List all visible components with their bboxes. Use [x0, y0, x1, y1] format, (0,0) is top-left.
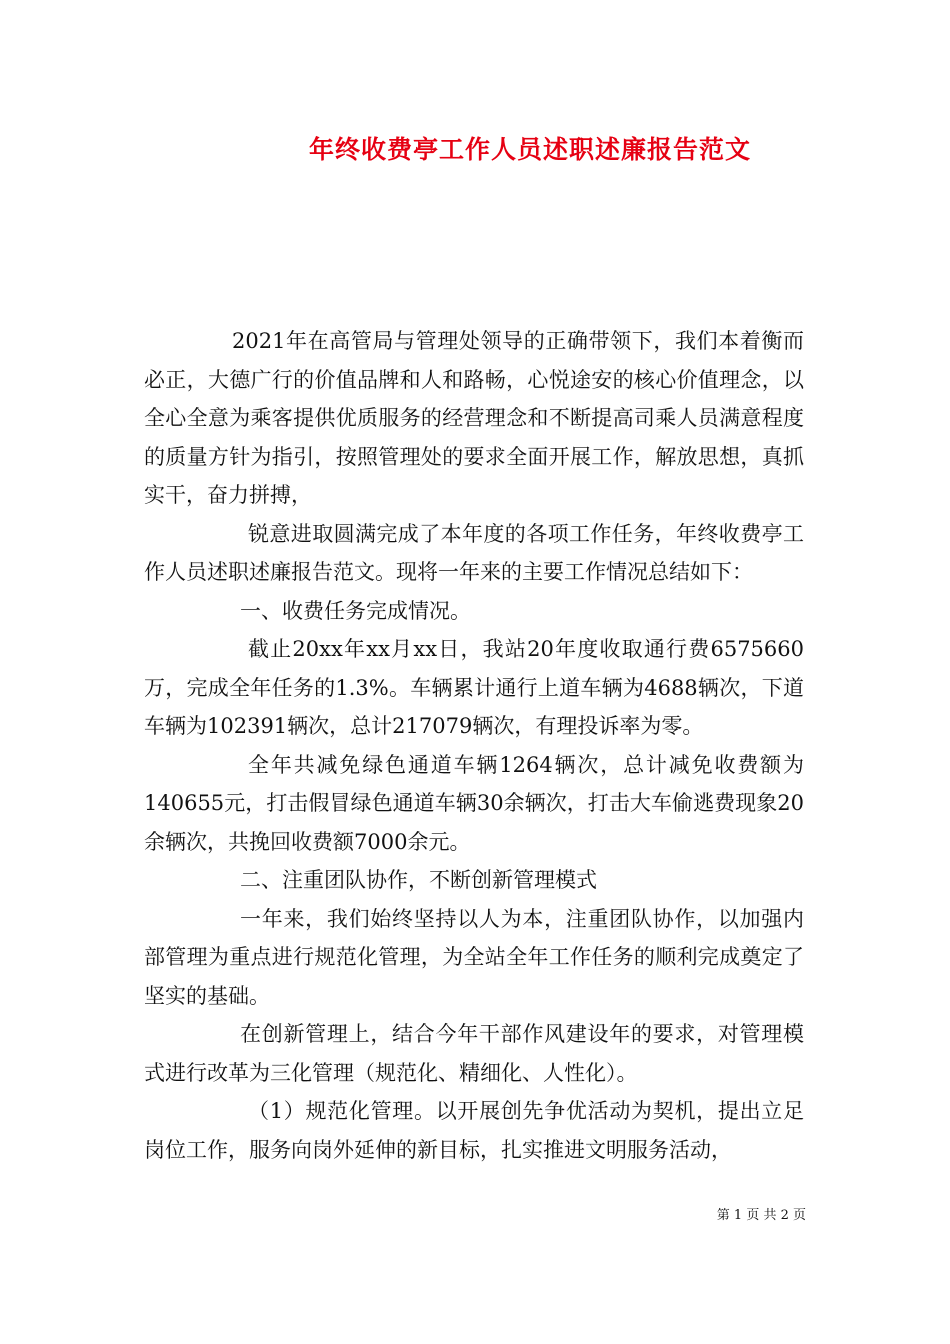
- paragraph-innovation: 在创新管理上，结合今年干部作风建设年的要求，对管理模式进行改革为三化管理（规范化、精细化、人性化）。: [144, 1022, 804, 1085]
- section-heading-2: 二、注重团队协作，不断创新管理模式: [240, 868, 597, 892]
- document-title: 年终收费亭工作人员述职述廉报告范文: [308, 135, 751, 164]
- paragraph-toll-stats: 截止20xx年xx月xx日，我站20年度收取通行费6575660万，完成全年任务的1.3%。车辆累计通行上道车辆为4688辆次，下道车辆为102391辆次，总计217079辆次，有理投诉率为零。: [144, 637, 804, 738]
- paragraph-green-channel: 全年共减免绿色通道车辆1264辆次，总计减免收费额为140655元，打击假冒绿色通道车辆30余辆次，打击大车偷逃费现象20余辆次，共挽回收费额7000余元。: [144, 752, 804, 854]
- paragraph-intro: 2021年在高管局与管理处领导的正确带领下，我们本着衡而必正，大德广行的价值品牌和人和路畅，心悦途安的核心价值理念，以全心全意为乘客提供优质服务的经营理念和不断提高司乘人员满意程度的质量方针为指引，按照管理处的要求全面开展工作，解放思想，真抓实干，奋力拼搏，: [144, 329, 804, 507]
- document-body: [144, 322, 804, 1169]
- section-heading-1: 一、收费任务完成情况。: [240, 598, 471, 623]
- paragraph-standardization: （1）规范化管理。以开展创先争优活动为契机，提出立足岗位工作，服务向岗外延伸的新目标，扎实推进文明服务活动，: [144, 1099, 804, 1162]
- paragraph-teamwork: 一年来，我们始终坚持以人为本，注重团队协作，以加强内部管理为重点进行规范化管理，为全站全年工作任务的顺利完成奠定了坚实的基础。: [144, 906, 804, 1008]
- page-number: 第 1 页 共 2 页: [716, 1208, 806, 1223]
- paragraph-summary: 锐意进取圆满完成了本年度的各项工作任务，年终收费亭工作人员述职述廉报告范文。现将一年来的主要工作情况总结如下：: [144, 521, 804, 584]
